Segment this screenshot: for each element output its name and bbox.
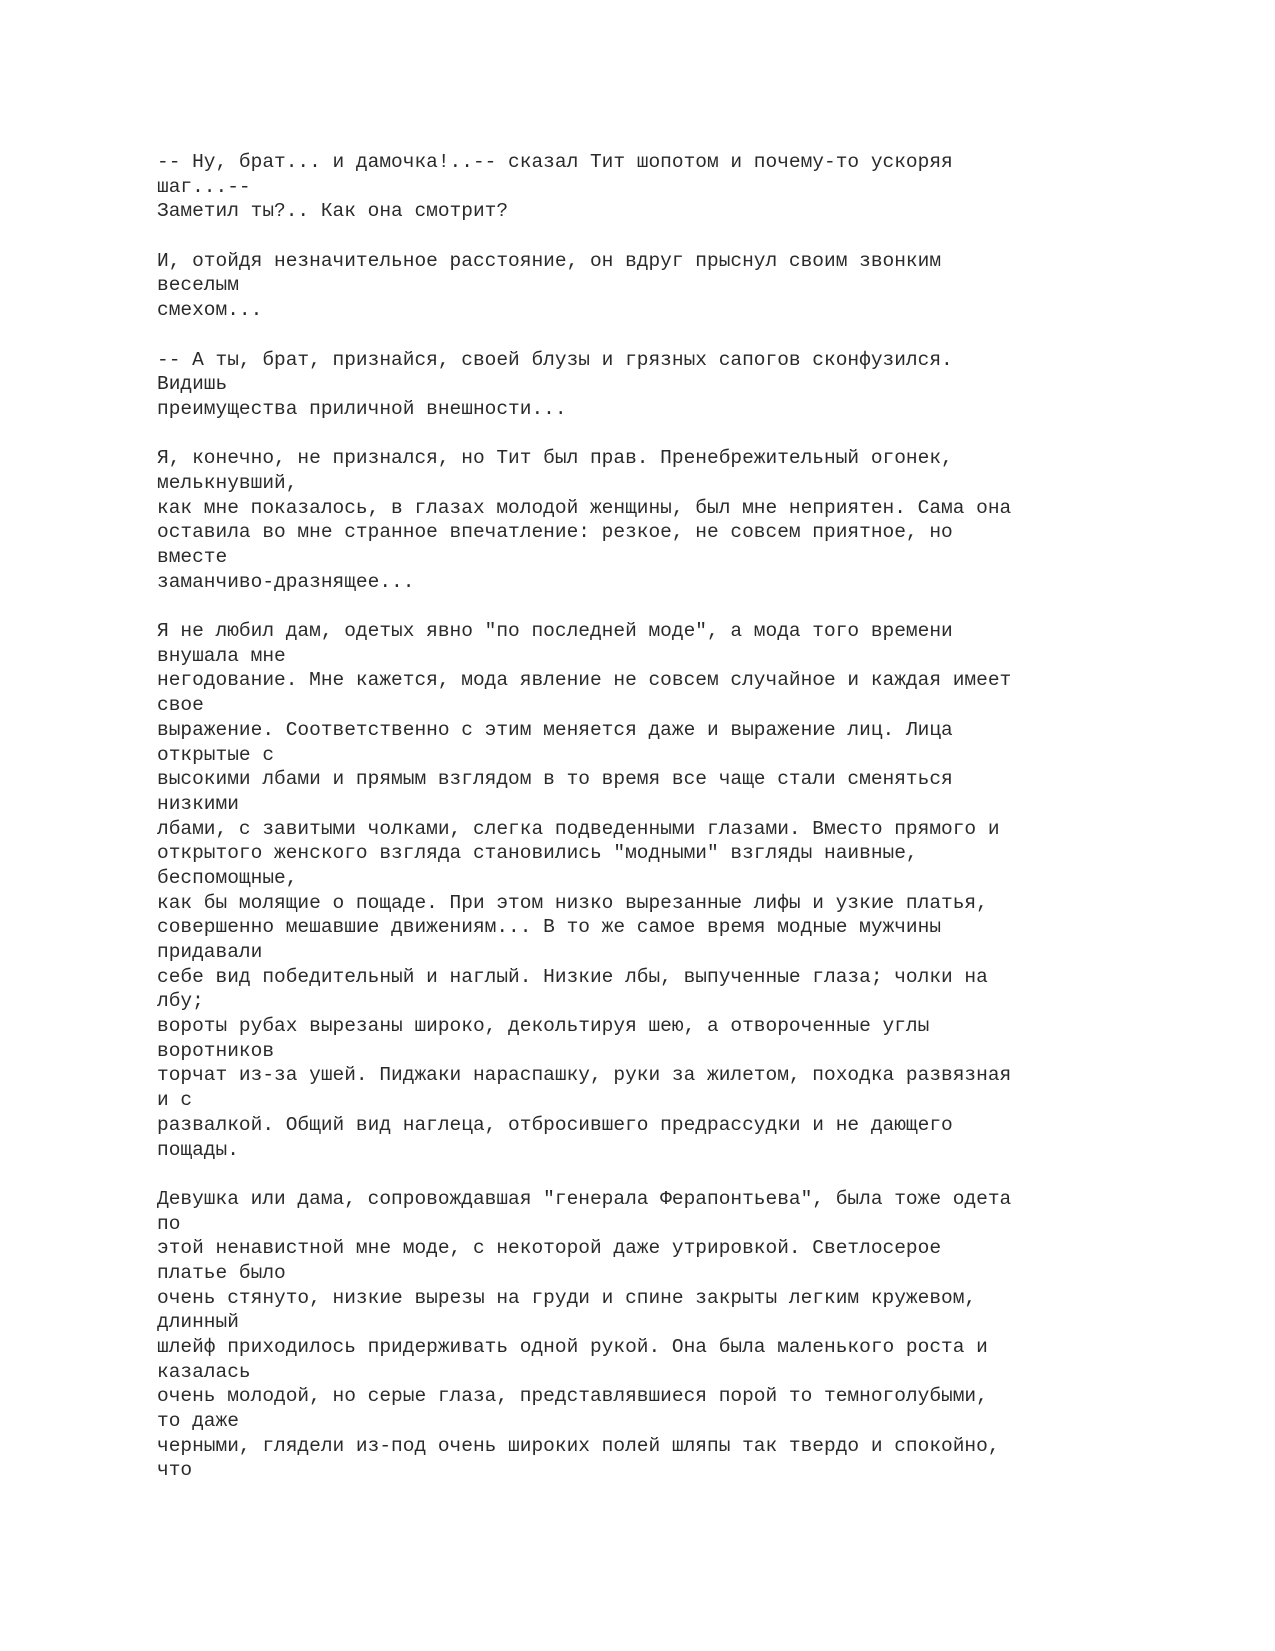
text-line: вместе xyxy=(157,546,228,568)
text-line: шлейф приходилось придерживать одной рукой. Она была маленького роста и xyxy=(157,1336,988,1358)
text-line: и с xyxy=(157,1089,193,1112)
text-line: платье было xyxy=(157,1261,286,1284)
text-line: казалась xyxy=(157,1360,251,1383)
text-line: смехом... xyxy=(157,299,263,322)
text-line: -- Ну, брат... и дамочка!..-- сказал Тит шопотом и почему-то ускоряя xyxy=(157,151,953,173)
text-line: развалкой. Общий вид наглеца, отбросившего предрассудки и не дающего xyxy=(157,1113,953,1136)
text-line: лбу; xyxy=(157,990,204,1013)
text-line: открытого женского взгляда становились "модными" взгляды наивные, xyxy=(157,842,918,865)
text-line: по xyxy=(157,1212,181,1235)
text-line: совершенно мешавшие движениям... В то же самое время модные мужчины xyxy=(157,916,942,939)
text-line: себе вид победительный и наглый. Низкие лбы, выпученные глаза; чолки на xyxy=(157,965,988,988)
blank-line xyxy=(157,1162,1247,1187)
text-line: длинный xyxy=(157,1311,239,1334)
text-line: этой ненавистной мне моде, с некоторой даже утрировкой. Светлосерое xyxy=(157,1237,942,1260)
text-line: то даже xyxy=(157,1410,239,1433)
text-line: внушала мне xyxy=(157,644,286,667)
text-line: как мне показалось, в глазах молодой женщины, был мне неприятен. Сама она xyxy=(157,496,1012,519)
text-line: беспомощные, xyxy=(157,866,298,889)
text-line: Я, конечно, не признался, но Тит был прав. Пренебрежительный огонек, xyxy=(157,447,953,470)
text-line: негодование. Мне кажется, мода явление не совсем случайное и каждая имеет xyxy=(157,669,1012,692)
blank-line xyxy=(157,422,1247,447)
text-line: выражение. Соответственно с этим меняется даже и выражение лиц. Лица xyxy=(157,718,953,741)
text-line: как бы молящие о пощаде. При этом низко вырезанные лифы и узкие платья, xyxy=(157,891,988,914)
text-line: воротников xyxy=(157,1039,275,1062)
text-line: Видишь xyxy=(157,373,228,396)
text-line: Девушка или дама, сопровождавшая "генерала Ферапонтьева", была тоже одета xyxy=(157,1187,1012,1210)
text-line: очень стянуто, низкие вырезы на груди и спине закрыты легким кружевом, xyxy=(157,1286,977,1309)
blank-line xyxy=(157,594,1247,619)
text-line: высокими лбами и прямым взглядом в то время все чаще стали сменяться xyxy=(157,768,953,791)
text-line: вороты рубах вырезаны широко, декольтируя шею, а отвороченные углы xyxy=(157,1015,930,1038)
blank-line xyxy=(157,224,1247,249)
text-line: низкими xyxy=(157,792,239,815)
text-line: Я не любил дам, одетых явно "по последней моде", а мода того времени xyxy=(157,620,953,643)
text-line: свое xyxy=(157,694,204,717)
text-line: веселым xyxy=(157,274,239,297)
text-line: очень молодой, но серые глаза, представлявшиеся порой то темноголубыми, xyxy=(157,1385,988,1408)
text-line: оставила во мне странное впечатление: резкое, не совсем приятное, но xyxy=(157,521,953,544)
blank-line xyxy=(157,323,1247,348)
document-body xyxy=(157,150,1247,1483)
text-line: придавали xyxy=(157,941,263,963)
text-line: открытые с xyxy=(157,743,275,766)
text-line: что xyxy=(157,1459,193,1482)
text-line: лбами, с завитыми чолками, слегка подведенными глазами. Вместо прямого и xyxy=(157,817,1000,840)
text-line: мелькнувший, xyxy=(157,471,298,494)
text-line: -- А ты, брат, признайся, своей блузы и грязных сапогов сконфузился. xyxy=(157,348,953,371)
text-line: торчат из-за ушей. Пиджаки нараспашку, руки за жилетом, походка развязная xyxy=(157,1064,1012,1087)
text-line: Заметил ты?.. Как она смотрит? xyxy=(157,200,509,223)
text-line: черными, глядели из-под очень широких полей шляпы так твердо и спокойно, xyxy=(157,1434,1000,1457)
text-line: заманчиво-дразнящее... xyxy=(157,570,415,593)
text-line: И, отойдя незначительное расстояние, он вдруг прыснул своим звонким xyxy=(157,249,942,272)
text-line: пощады. xyxy=(157,1138,239,1161)
text-line: шаг...-- xyxy=(157,175,251,198)
text-line: преимущества приличной внешности... xyxy=(157,397,567,420)
